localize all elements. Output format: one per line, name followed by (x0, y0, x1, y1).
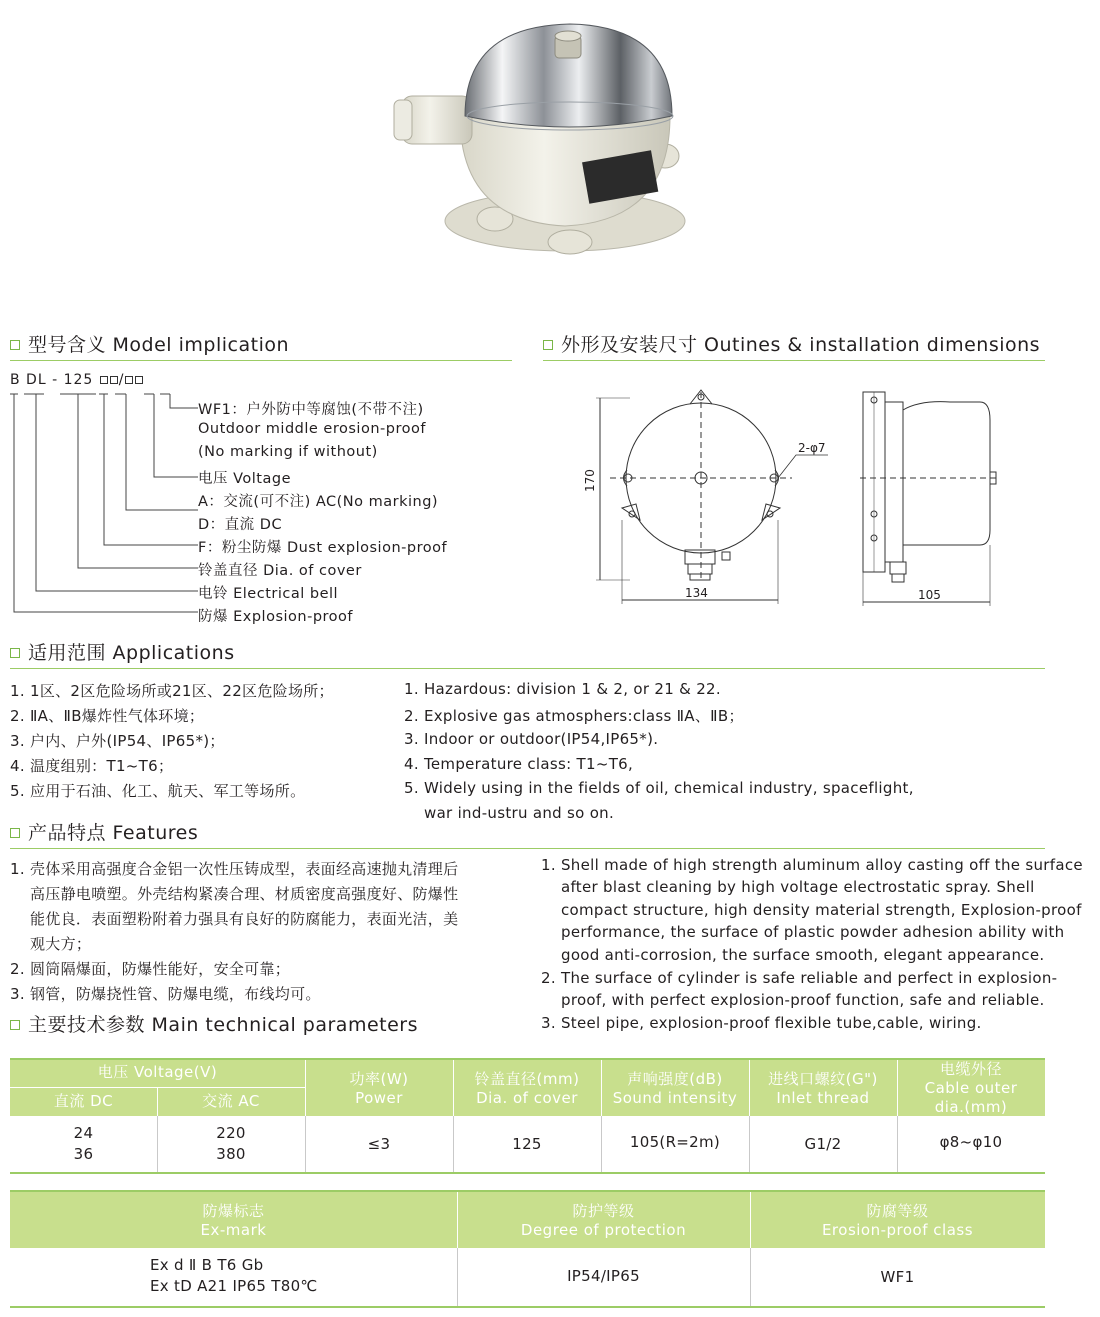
model-line-wf1-en: Outdoor middle erosion-proof (198, 421, 426, 437)
header-sound: 声响强度(dB) Sound intensity (612, 1070, 738, 1107)
section-heading-features: 产品特点 Features (10, 818, 1045, 848)
header-dc: 直流 DC (53, 1092, 114, 1110)
model-line-explosion: 防爆 Explosion-proof (198, 609, 354, 625)
application-cn-1: 1. 1区、2区危险场所或21区、22区危险场所； (10, 682, 334, 700)
header-erosion: 防腐等级 Erosion-proof class (821, 1202, 974, 1239)
bullet-square-icon (10, 340, 20, 350)
application-cn-2: 2. ⅡA、ⅡB爆炸性气体环境； (10, 707, 205, 725)
application-cn-4: 4. 温度组别：T1~T6； (10, 757, 174, 775)
dim-depth-label: 105 (918, 588, 941, 602)
application-en-2: 2. Explosive gas atmosphers:class ⅡA、ⅡB； (404, 707, 744, 725)
header-ac: 交流 AC (202, 1092, 260, 1110)
spec-table-electrical (10, 1058, 1045, 1176)
placeholder-square-icon (125, 376, 133, 384)
feature-en-1b: after blast cleaning by high voltage electrostatic spray. Shell (561, 878, 1035, 896)
feature-cn-3: 3. 钢管，防爆挠性管、防爆电缆，布线均可。 (10, 985, 321, 1003)
header-cable: 电缆外径 Cable outer dia.(mm) (924, 1060, 1018, 1116)
value-ac: 220 380 (216, 1124, 246, 1163)
model-line-wf1-note: (No marking if without) (198, 444, 378, 460)
application-cn-3: 3. 户内、户外(IP54、IP65*)； (10, 732, 225, 750)
dim-height-label: 170 (583, 469, 597, 492)
dimension-drawing (560, 380, 1080, 610)
feature-cn-2: 2. 圆筒隔爆面，防爆性能好，安全可靠； (10, 960, 291, 978)
value-exmark: Ex d Ⅱ B T6 Gb Ex tD A21 IP65 T80℃ (150, 1256, 318, 1295)
placeholder-square-icon (100, 376, 108, 384)
value-sound: 105(R=2m) (629, 1133, 721, 1151)
value-dia: 125 (512, 1135, 542, 1153)
spec-table-protection (10, 1190, 1045, 1310)
header-dia: 铃盖直径(mm) Dia. of cover (474, 1070, 580, 1107)
header-inlet: 进线口螺纹(G") Inlet thread (768, 1070, 878, 1107)
section-heading-dimensions: 外形及安装尺寸 Outines & installation dimensions (543, 330, 1045, 360)
feature-en-3: 3. Steel pipe, explosion-proof flexible tube,cable, wiring. (541, 1014, 982, 1032)
bullet-square-icon (10, 648, 20, 658)
model-line-wf1: WF1：户外防中等腐蚀(不带不注) (198, 402, 424, 418)
header-exmark: 防爆标志 Ex-mark (200, 1202, 267, 1239)
bullet-square-icon (10, 1020, 20, 1030)
dim-width-label: 134 (685, 586, 708, 600)
header-protection: 防护等级 Degree of protection (520, 1202, 687, 1239)
model-line-ac: A：交流(可不注) AC(No marking) (198, 494, 439, 510)
product-photo-explosion-proof-bell (380, 6, 720, 278)
value-protection: IP54/IP65 (567, 1267, 640, 1285)
feature-cn-1d: 观大方； (30, 935, 92, 953)
application-en-3: 3. Indoor or outdoor(IP54,IP65*). (404, 730, 659, 748)
feature-en-1d: performance, the surface of plastic powder adhesion ability with (561, 923, 1065, 941)
model-line-voltage: 电压 Voltage (198, 471, 291, 487)
application-en-1: 1. Hazardous: division 1 & 2, or 21 & 22. (404, 680, 721, 698)
application-cn-5: 5. 应用于石油、化工、航天、军工等场所。 (10, 782, 306, 800)
header-power: 功率(W) Power (349, 1070, 409, 1107)
model-line-dust: F：粉尘防爆 Dust explosion-proof (198, 540, 448, 556)
model-code: B DL - 125 / (10, 372, 144, 388)
header-voltage: 电压 Voltage(V) (97, 1063, 218, 1081)
value-erosion: WF1 (880, 1268, 915, 1286)
section-heading-model: 型号含义 Model implication (10, 330, 512, 360)
feature-cn-1b: 高压静电喷塑。外壳结构紧凑合理、材质密度高强度好、防爆性 (30, 885, 459, 903)
application-en-5: 5. Widely using in the fields of oil, chemical industry, spaceflight, (404, 779, 914, 797)
placeholder-square-icon (110, 376, 118, 384)
value-cable: φ8~φ10 (939, 1133, 1003, 1151)
placeholder-square-icon (135, 376, 143, 384)
dim-holes-label: 2-φ7 (798, 441, 826, 455)
application-en-4: 4. Temperature class: T1~T6, (404, 755, 634, 773)
model-line-dc: D：直流 DC (198, 517, 283, 533)
value-inlet: G1/2 (804, 1135, 842, 1153)
feature-en-1: 1. Shell made of high strength aluminum alloy casting off the surface (541, 856, 1083, 874)
value-power: ≤3 (367, 1135, 391, 1153)
value-dc: 24 36 (73, 1124, 94, 1163)
bullet-square-icon (10, 828, 20, 838)
feature-en-2: 2. The surface of cylinder is safe reliable and perfect in explosion- (541, 969, 1058, 987)
application-en-5-cont: war ind-ustru and so on. (424, 804, 615, 822)
feature-cn-1: 1. 壳体采用高强度合金铝一次性压铸成型，表面经高速抛丸清理后 (10, 860, 459, 878)
model-line-cover: 铃盖直径 Dia. of cover (198, 563, 362, 579)
feature-en-1c: compact structure, high density material strength, Explosion-proof (561, 901, 1082, 919)
model-line-bell: 电铃 Electrical bell (198, 586, 339, 602)
feature-en-1e: good anti-corrosion, the surface smooth, elegant appearance. (561, 946, 1045, 964)
section-heading-technical: 主要技术参数 Main technical parameters (10, 1010, 530, 1040)
feature-cn-1c: 能优良．表面塑粉附着力强具有良好的防腐能力，表面光洁，美 (30, 910, 459, 928)
feature-en-2b: proof, with perfect explosion-proof function, safe and reliable. (561, 991, 1045, 1009)
bullet-square-icon (543, 340, 553, 350)
section-heading-applications: 适用范围 Applications (10, 638, 1045, 668)
